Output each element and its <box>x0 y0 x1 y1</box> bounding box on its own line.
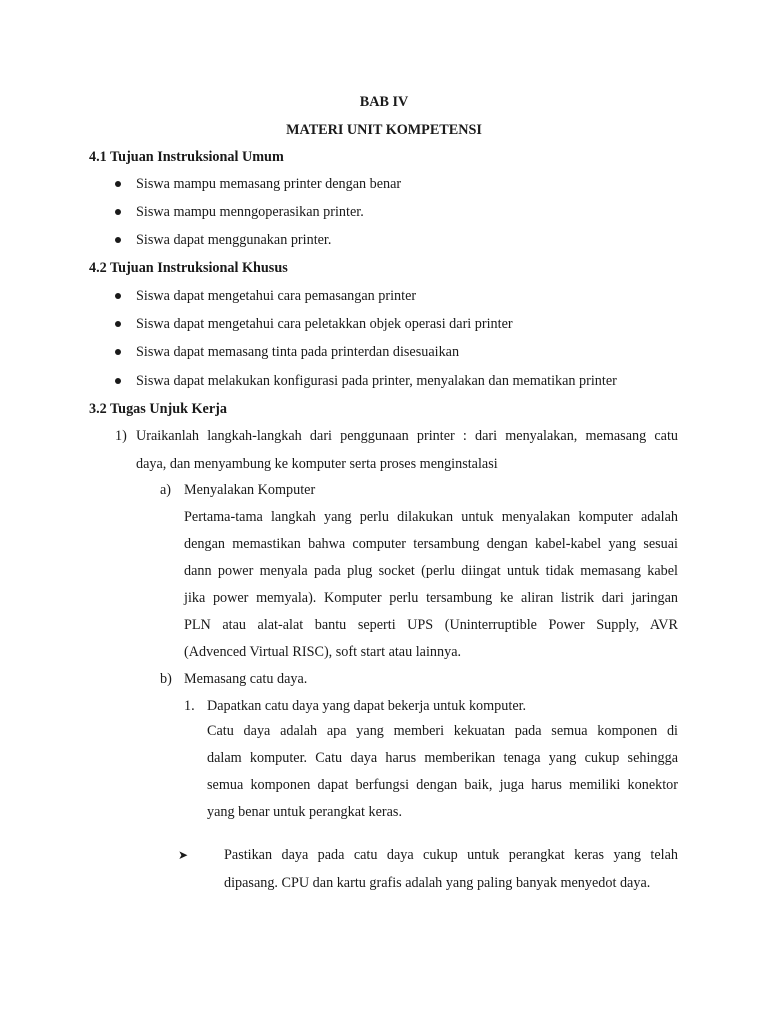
paragraph-line: (Advenced Virtual RISC), soft start atau lainnya. <box>184 644 462 660</box>
arrow-bullet-icon: ➤ <box>178 848 189 862</box>
numbered-item-title: Dapatkan catu daya yang dapat bekerja untuk komputer. <box>207 698 527 714</box>
paragraph-line: semua komponen dapat berfungsi dengan baik, juga harus memiliki konektor <box>207 777 678 793</box>
paragraph-line: yang benar untuk perangkat keras. <box>207 804 403 820</box>
paragraph-line: Pastikan daya pada catu daya cukup untuk perangkat keras yang telah <box>224 847 678 863</box>
paragraph-line: dipasang. CPU dan kartu grafis adalah yang paling banyak menyedot daya. <box>224 875 651 891</box>
list-item: Siswa mampu menngoperasikan printer. <box>136 204 364 220</box>
subitem-title: Menyalakan Komputer <box>184 482 316 498</box>
numbered-item-number: 1. <box>184 698 195 714</box>
chapter-title: MATERI UNIT KOMPETENSI <box>286 122 482 138</box>
paragraph-line: dengan memastikan bahwa computer tersambung dengan kabel-kabel yang sesuai <box>184 536 678 552</box>
paragraph-line: jika power memyala). Komputer perlu tersambung ke aliran listrik dari jaringan <box>184 590 678 606</box>
paragraph-line: dann power menyala pada plug socket (perlu diingat untuk tidak memasang kabel <box>184 563 678 579</box>
bullet-icon <box>115 209 121 215</box>
section-heading-4-2: 4.2 Tujuan Instruksional Khusus <box>89 260 288 276</box>
bullet-icon <box>115 378 121 384</box>
bullet-icon <box>115 349 121 355</box>
list-item: Siswa mampu memasang printer dengan benar <box>136 176 402 192</box>
list-item: Siswa dapat mengetahui cara peletakkan objek operasi dari printer <box>136 316 513 332</box>
task-text-line: daya, dan menyambung ke komputer serta proses menginstalasi <box>136 456 498 472</box>
list-item: Siswa dapat menggunakan printer. <box>136 232 332 248</box>
task-text-line: Uraikanlah langkah-langkah dari penggunaan printer : dari menyalakan, memasang catu <box>136 428 678 444</box>
task-number: 1) <box>115 428 127 444</box>
section-heading-3-2: 3.2 Tugas Unjuk Kerja <box>89 401 227 417</box>
bullet-icon <box>115 321 121 327</box>
section-heading-4-1: 4.1 Tujuan Instruksional Umum <box>89 149 284 165</box>
bullet-icon <box>115 181 121 187</box>
bullet-icon <box>115 237 121 243</box>
paragraph-line: Catu daya adalah apa yang memberi kekuatan pada semua komponen di <box>207 723 678 739</box>
subitem-title: Memasang catu daya. <box>184 671 308 687</box>
subitem-label: b) <box>160 671 172 687</box>
paragraph-line: Pertama-tama langkah yang perlu dilakukan untuk menyalakan komputer adalah <box>184 509 678 525</box>
list-item: Siswa dapat mengetahui cara pemasangan printer <box>136 288 417 304</box>
list-item: Siswa dapat memasang tinta pada printerdan disesuaikan <box>136 344 460 360</box>
paragraph-line: PLN atau alat-alat bantu seperti UPS (Uninterruptible Power Supply, AVR <box>184 617 678 633</box>
bullet-icon <box>115 293 121 299</box>
paragraph-line: dalam komputer. Catu daya harus memberikan tenaga yang cukup sehingga <box>207 750 678 766</box>
list-item: Siswa dapat melakukan konfigurasi pada printer, menyalakan dan mematikan printer <box>136 373 617 389</box>
subitem-label: a) <box>160 482 172 498</box>
chapter-number: BAB IV <box>359 94 409 110</box>
